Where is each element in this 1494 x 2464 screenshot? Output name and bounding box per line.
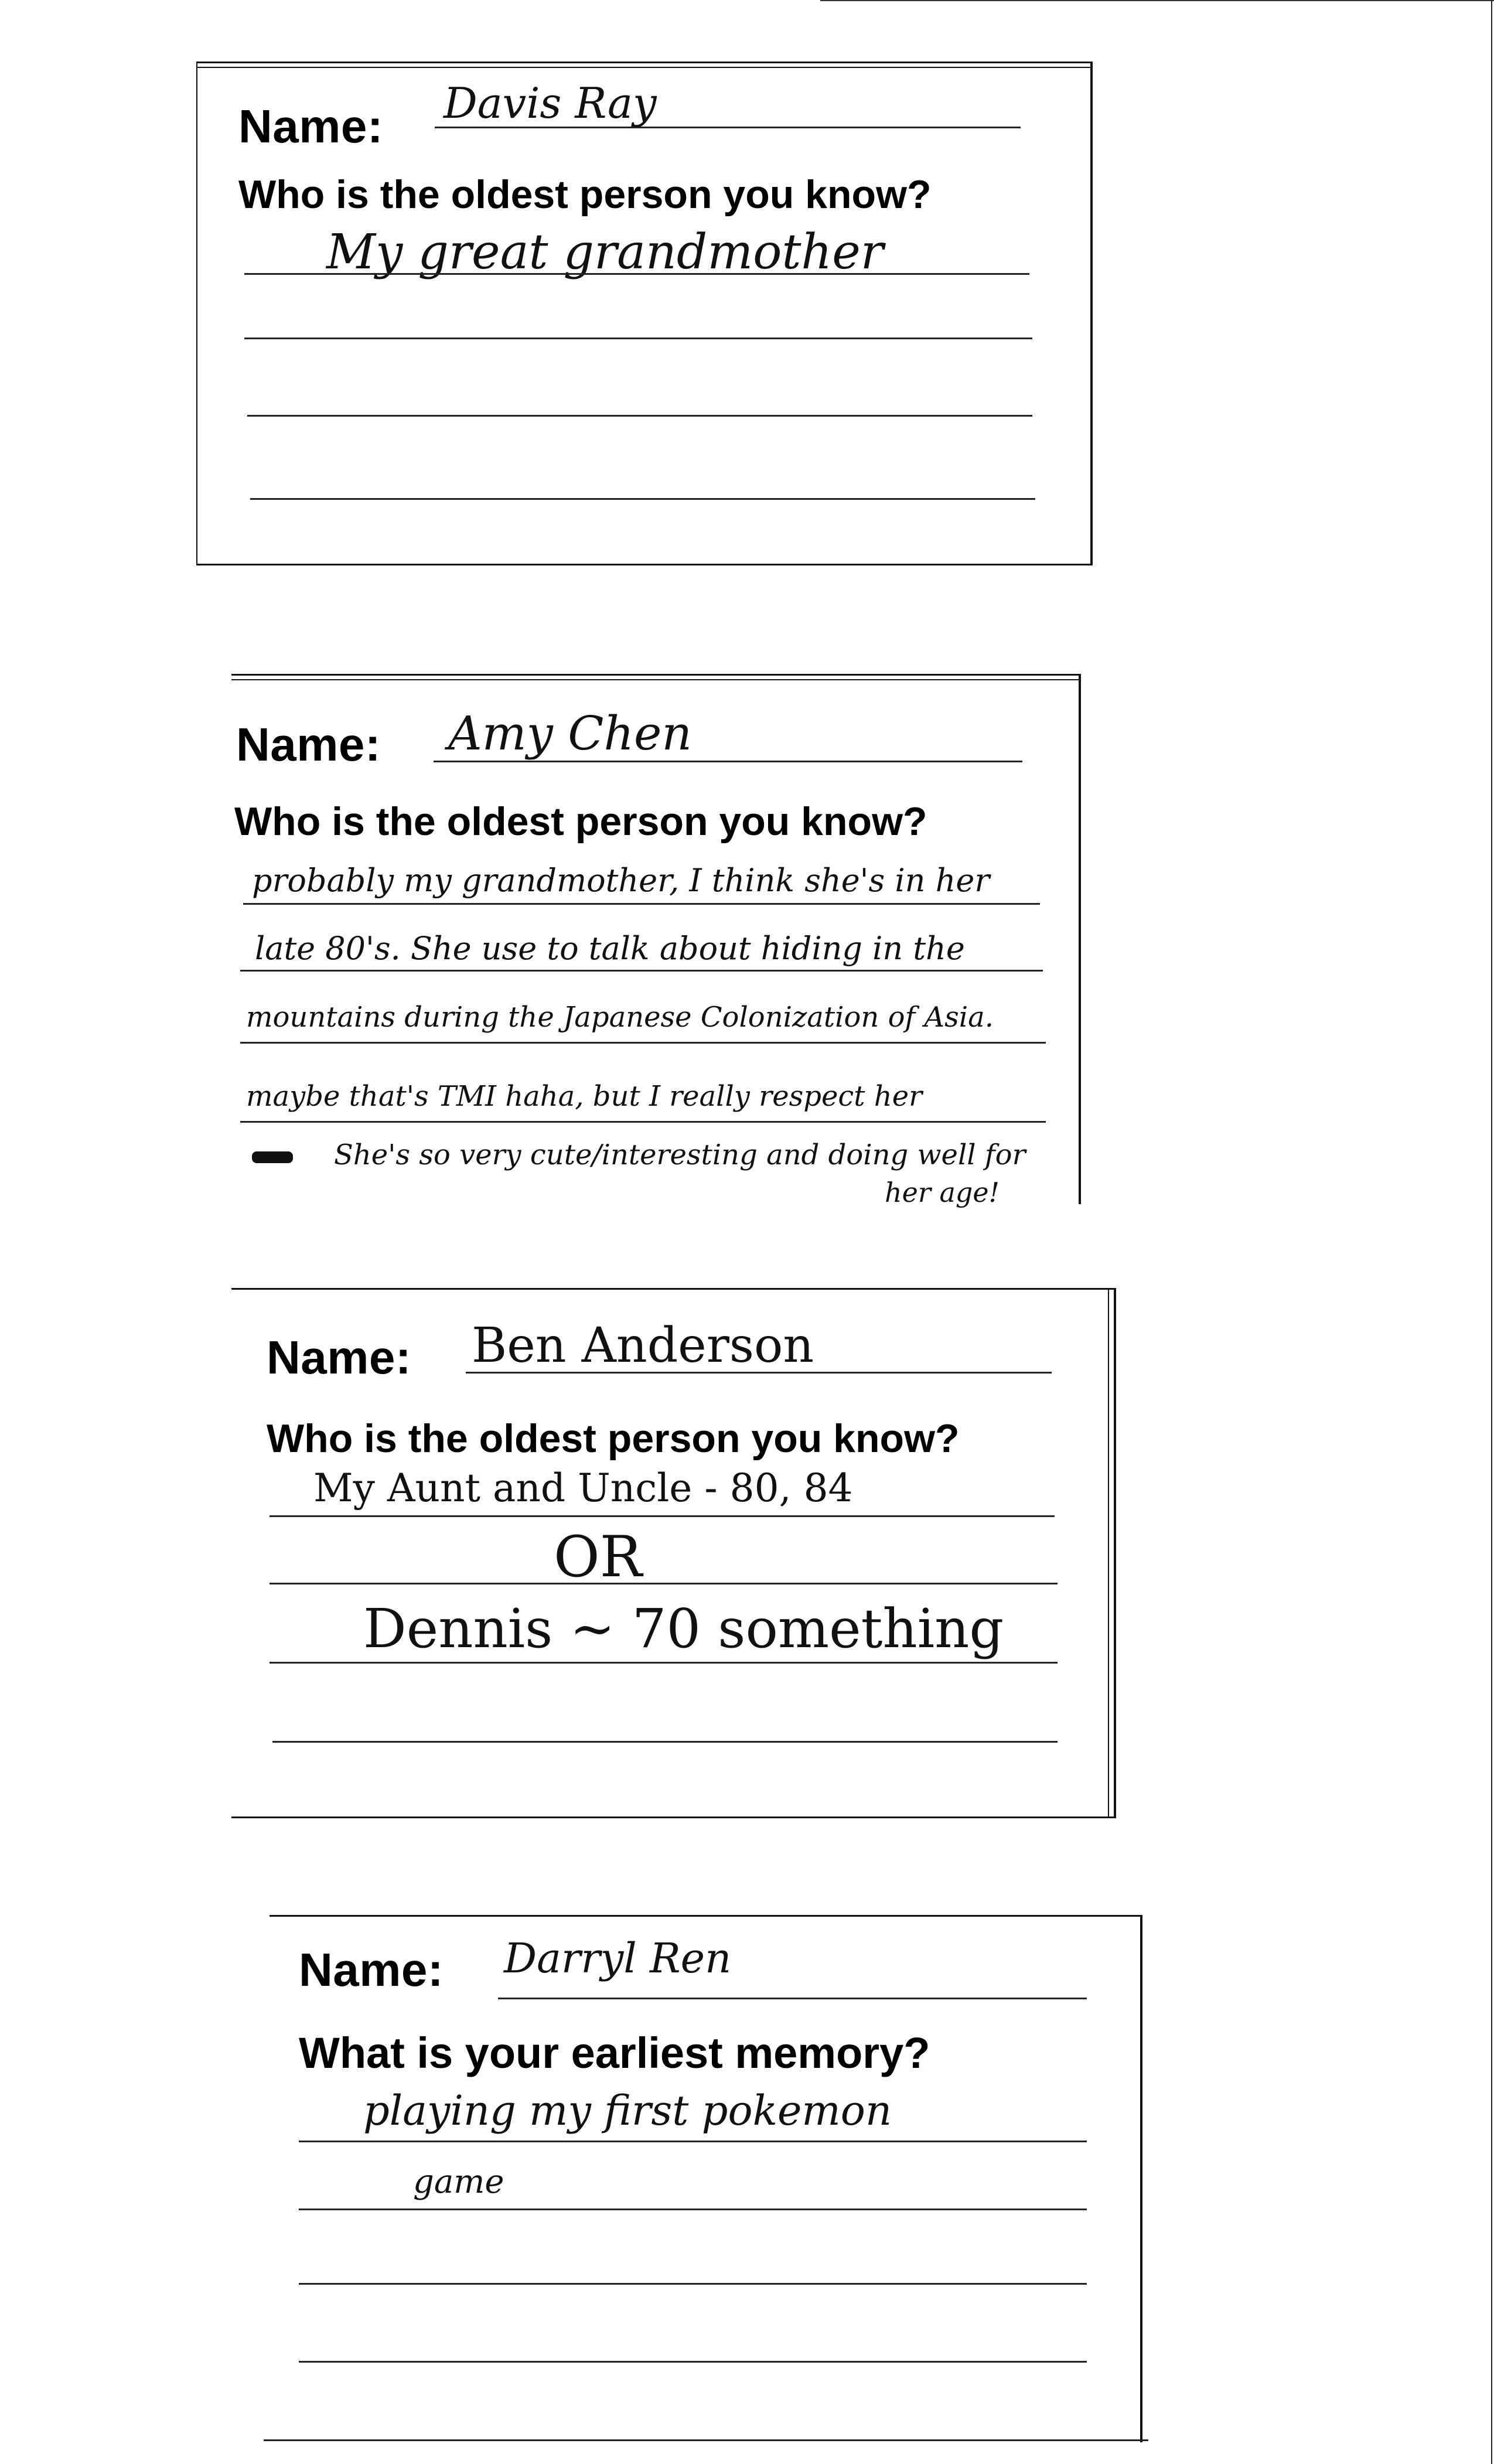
answer-rule-1 bbox=[270, 1515, 1055, 1517]
card-darryl-ren bbox=[270, 1915, 1142, 2442]
scribble-mark bbox=[252, 1151, 293, 1163]
answer-rule-1 bbox=[243, 903, 1040, 905]
answer-rule-4 bbox=[240, 1121, 1046, 1123]
answer-line-2: game bbox=[413, 2163, 504, 2201]
answer-rule-2 bbox=[270, 1583, 1058, 1584]
answer-line-2: late 80's. She use to talk about hiding in the bbox=[255, 930, 965, 967]
answer-rule-1 bbox=[299, 2141, 1087, 2142]
card-frame-line bbox=[1108, 1290, 1109, 1817]
scan-edge-right bbox=[1491, 0, 1492, 2464]
name-label: Name: bbox=[236, 718, 381, 771]
name-underline bbox=[434, 761, 1022, 762]
card-frame-line bbox=[197, 67, 1093, 68]
answer-rule-3 bbox=[270, 1662, 1058, 1664]
answer-rule-4 bbox=[299, 2361, 1087, 2363]
card-davis-ray bbox=[196, 62, 1093, 565]
question-text: Who is the oldest person you know? bbox=[234, 799, 927, 844]
answer-line-1: My great grandmother bbox=[326, 224, 884, 280]
name-value: Davis Ray bbox=[444, 79, 657, 128]
card-amy-chen bbox=[231, 674, 1081, 1208]
name-label: Name: bbox=[238, 100, 384, 152]
scan-edge-top bbox=[820, 0, 1494, 1]
answer-rule-2 bbox=[299, 2209, 1087, 2210]
question-text: Who is the oldest person you know? bbox=[267, 1416, 960, 1461]
answer-line-3: mountains during the Japanese Colonization of Asia. bbox=[246, 1001, 994, 1034]
answer-rule-4 bbox=[272, 1741, 1058, 1743]
name-value: Amy Chen bbox=[448, 706, 692, 761]
answer-line-6: her age! bbox=[885, 1177, 1000, 1208]
card-ben-anderson bbox=[231, 1288, 1116, 1818]
answer-rule-1 bbox=[244, 273, 1029, 275]
answer-rule-2 bbox=[240, 970, 1043, 972]
answer-rule-2 bbox=[244, 338, 1032, 339]
answer-line-2: OR bbox=[554, 1524, 642, 1590]
name-label: Name: bbox=[299, 1944, 444, 1996]
answer-line-4: maybe that's TMI haha, but I really respect her bbox=[246, 1080, 923, 1113]
name-value: Ben Anderson bbox=[472, 1318, 814, 1374]
name-label: Name: bbox=[267, 1331, 412, 1383]
question-text: Who is the oldest person you know? bbox=[238, 172, 932, 217]
answer-line-5: She's so very cute/interesting and doing well for bbox=[334, 1139, 1026, 1171]
answer-rule-4 bbox=[250, 498, 1035, 500]
card-frame-line bbox=[231, 679, 1081, 680]
card-bottom-edge bbox=[264, 2439, 1148, 2441]
answer-line-3: Dennis ~ 70 something bbox=[363, 1597, 1004, 1660]
name-underline bbox=[498, 1998, 1087, 1999]
answer-line-1: probably my grandmother, I think she's in her bbox=[252, 862, 990, 899]
answer-rule-3 bbox=[247, 415, 1032, 417]
name-value: Darryl Ren bbox=[504, 1934, 732, 1982]
question-text: What is your earliest memory? bbox=[299, 2029, 930, 2077]
answer-line-1: My Aunt and Uncle - 80, 84 bbox=[313, 1466, 853, 1511]
answer-rule-3 bbox=[240, 1042, 1046, 1044]
answer-rule-3 bbox=[299, 2283, 1087, 2285]
answer-line-1: playing my first pokemon bbox=[363, 2087, 892, 2135]
